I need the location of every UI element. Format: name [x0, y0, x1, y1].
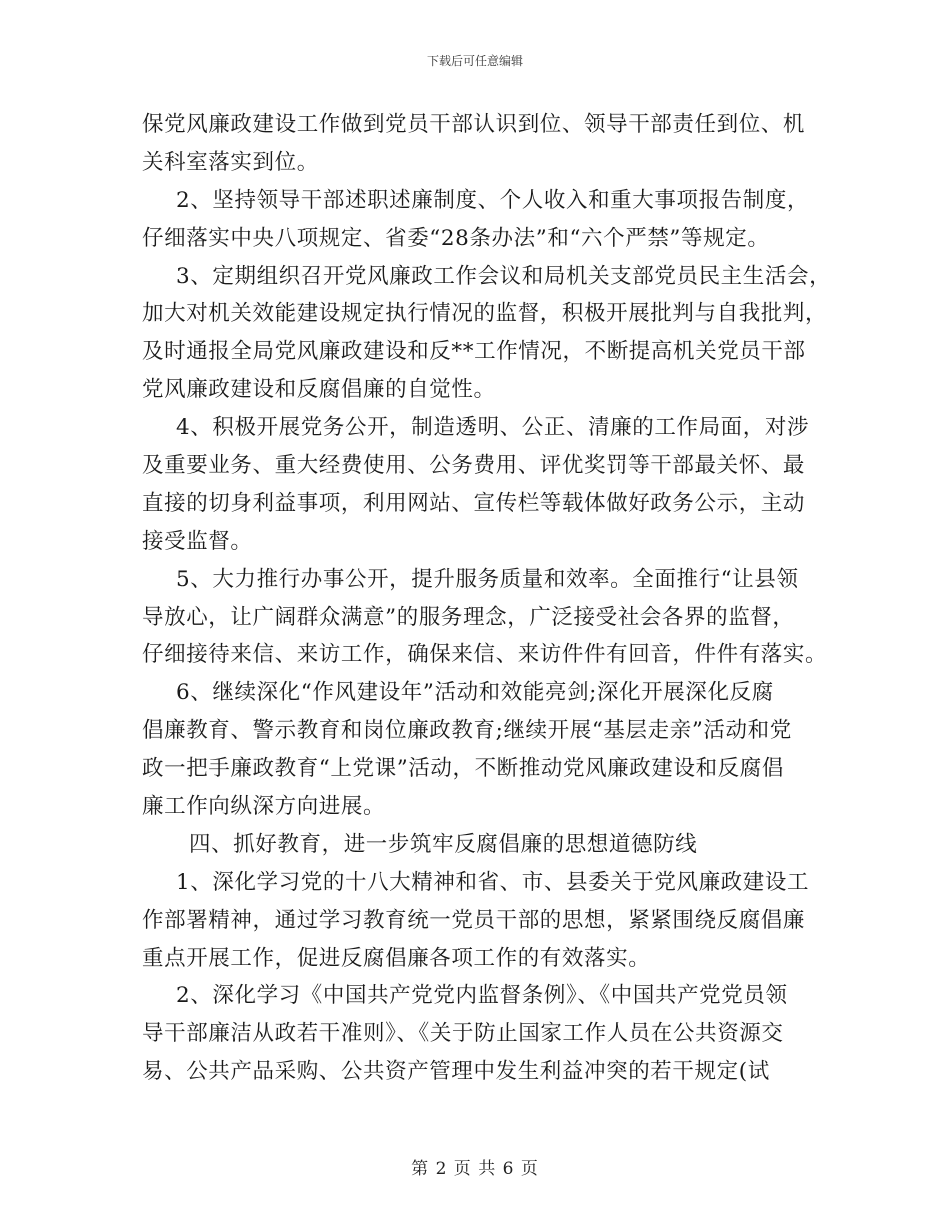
paragraph-line: 直接的切身利益事项，利用网站、宣传栏等载体做好政务公示，主动	[142, 490, 806, 516]
paragraph-line: 党风廉政建设和反腐倡廉的自觉性。	[142, 377, 496, 403]
paragraph-line: 仔细接待来信、来访工作，确保来信、来访件件有回音，件件有落实。	[142, 642, 828, 668]
paragraph-line: 廉工作向纵深方向进展。	[142, 794, 386, 820]
paragraph-line: 及时通报全局党风廉政建设和反**工作情况，不断提高机关党员干部	[142, 339, 806, 365]
paragraph-line: 保党风廉政建设工作做到党员干部认识到位、领导干部责任到位、机	[142, 112, 806, 137]
paragraph-line: 倡廉教育、警示教育和岗位廉政教育;继续开展“基层走亲”活动和党	[142, 718, 792, 744]
paragraph-line: 仔细落实中央八项规定、省委“28条办法”和“六个严禁”等规定。	[142, 225, 770, 251]
paragraph-line: 及重要业务、重大经费使用、公务费用、评优奖罚等干部最关怀、最	[142, 453, 806, 479]
paragraph-line: 关科室落实到位。	[142, 149, 319, 175]
document-body	[142, 106, 832, 1091]
paragraph-line: 1、深化学习党的十八大精神和省、市、县委关于党风廉政建设工	[176, 869, 810, 895]
paragraph-line: 作部署精神，通过学习教育统一党员干部的思想，紧紧围绕反腐倡廉	[142, 907, 806, 933]
paragraph-line: 导干部廉洁从政若干准则》、《关于防止国家工作人员在公共资源交	[142, 1021, 784, 1047]
paragraph-line: 政一把手廉政教育“上党课”活动，不断推动党风廉政建设和反腐倡	[142, 756, 784, 782]
paragraph-line: 5、大力推行办事公开，提升服务质量和效率。全面推行“让县领	[176, 566, 799, 592]
paragraph-line: 重点开展工作，促进反腐倡廉各项工作的有效落实。	[142, 945, 651, 971]
paragraph-line: 2、深化学习《中国共产党党内监督条例》、《中国共产党党员领	[176, 983, 788, 1009]
paragraph-line: 4、积极开展党务公开，制造透明、公正、清廉的工作局面，对涉	[176, 415, 810, 441]
paragraph-line: 2、坚持领导干部述职述廉制度、个人收入和重大事项报告制度，	[176, 187, 810, 213]
section-heading: 四、抓好教育，进一步筑牢反腐倡廉的思想道德防线	[189, 831, 698, 857]
page-header: 下载后可任意编辑	[426, 54, 523, 68]
page-footer: 第 2 页 共 6 页	[411, 1159, 539, 1179]
paragraph-line: 3、定期组织召开党风廉政工作会议和局机关支部党员民主生活会，	[176, 263, 832, 289]
paragraph-line: 导放心，让广阔群众满意”的服务理念，广泛接受社会各界的监督，	[142, 604, 795, 630]
paragraph-line: 6、继续深化“作风建设年”活动和效能亮剑;深化开展深化反腐	[176, 680, 774, 706]
paragraph-line: 接受监督。	[142, 528, 253, 554]
paragraph-line: 易、公共产品采购、公共资产管理中发生利益冲突的若干规定(试	[142, 1059, 770, 1085]
paragraph-line: 加大对机关效能建设规定执行情况的监督，积极开展批判与自我批判，	[142, 301, 828, 327]
